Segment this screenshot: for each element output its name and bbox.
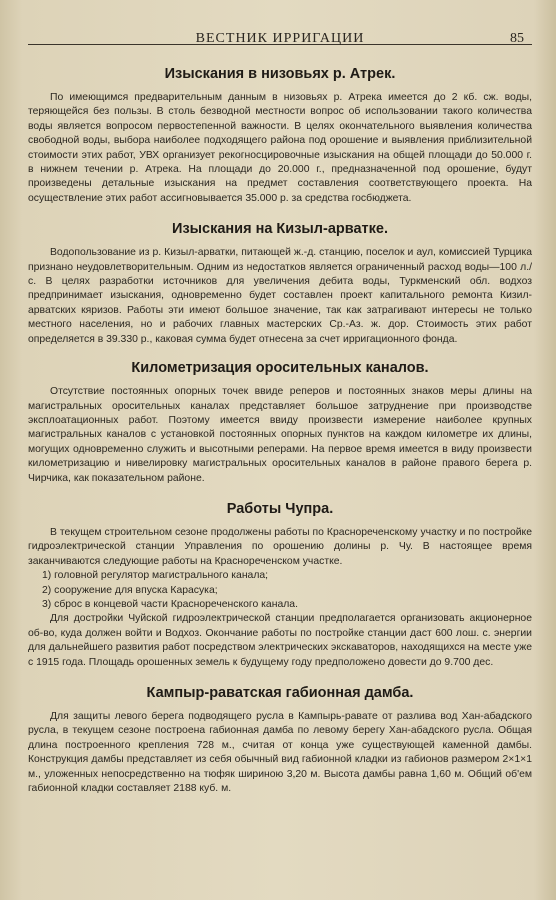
section-kilometrization (28, 359, 532, 486)
section-title: Изыскания на Кизыл-арватке. (172, 221, 388, 238)
section-title: Работы Чупра. (226, 500, 334, 517)
paragraph: Для защиты левого берега подводящего русла в Кампырь-равате от разлива вод Хан-абадского русла, в текущем сезоне построена габионная дамба по левому берегу Хан-абадского русла. Общая длина построенного крепления 728 м., считая от конца уже существующей каменной дамбы. Конструкция дамбы представляет из себя обычный вид габионной кладки из габионов размером 2×1×1 м., уложенных непосредственно на тюфяк шириною 3,20 м. Высота дамбы равна 1,60 м. Общий об'ем габионной кладки составляет 2188 куб. м. (28, 711, 532, 795)
section-title: Кампыр-раватская габионная дамба. (146, 685, 414, 701)
works-list (28, 569, 532, 612)
list-item: 1) головной регулятор магистрального канала; (42, 570, 269, 582)
paragraph: В текущем строительном сезоне продолжены работы по Краснореченскому участку и по постройке гидроэлектрической станции Управления по орошению долины р. Чу. В настоящее время заканчиваются следующие работы на Краснореченском участке. (28, 526, 532, 567)
section-atrek (28, 65, 532, 206)
list-item: 3) сброс в концевой части Краснореченского канала. (42, 598, 298, 610)
paragraph: По имеющимся предварительным данным в низовьях р. Атрека имеется до 2 кб. сж. воды, теряющейся без пользы. В столь безводной местности вопрос об использовании такого количества воды является вопросом первостепенной важности. В целях окончательного выявления количества свободной воды, выбора наиболее подходящего района под орошение и выявления приблизительной стоимости этих работ, УВХ организует рекогносцировочные изыскания на общей площади до 50.000 г. в нижнем течении р. Атрека. На площади до 20.000 г., предназначенной под орошение, будут произведены детальные изыскания на предмет составления соответствующего проекта. На осуществление этих работ ассигновывается 35.000 р. за средства госбюджета. (28, 92, 532, 204)
paragraph: Водопользование из р. Кизыл-арватки, питающей ж.-д. станцию, поселок и аул, комиссией Турцика признано неудовлетворительным. Одним из недостатков является ограниченный расход воды—100 л./с. В целях разработки источников для увеличения дебита воды, Туркменский обл. водхоз предпринимает изыскания, одновременно будет составлен проект капитального ремонта Кизил-арватских кяризов. Работы эти имеют большое значение, так как затрагивают интересы не только местного населения, но и рабочих главных мастерских Ср.-Аз. ж. дор. Стоимость этих работ определяется в 39.330 р., каковая сумма будет отнесена за счет ирригационного фонда. (28, 247, 532, 345)
section-gabion-dam (28, 684, 532, 796)
section-chupra-works (28, 500, 532, 670)
section-title: Километризация оросительных каналов. (131, 360, 429, 377)
section-title: Изыскания в низовьях р. Атрек. (164, 66, 396, 82)
paragraph: Для достройки Чуйской гидроэлектрической станции предполагается организовать акционерное об-во, куда должен войти и Водхоз. Окончание работы по постройке станции даст 600 лош. с. энергии для дальнейшего развития работ посредством электрических экскаваторов, находящихся на месте уже с 1915 года. Площадь орошенных земель к будущему году предположено довести до 9.700 дес. (28, 613, 532, 668)
page-number: 85 (510, 31, 524, 46)
running-title: ВЕСТНИК ИРРИГАЦИИ (195, 31, 365, 46)
page-header (28, 0, 532, 45)
list-item: 2) сооружение для впуска Карасука; (42, 584, 218, 596)
paragraph: Отсутствие постоянных опорных точек ввиде реперов и постоянных знаков меры длины на магистральных оросительных каналах представляет большое затруднение при производстве эксплоатационных работ. Поэтому имеется ввиду произвести измерение наиболее крупных магистральных каналов с установкой постоянных опорных пунктов на каждом километре их длины, могущих одновременно служить и высотными реперами. На первое время имеется в виду произвести километризацию и нивелировку магистральных оросительных каналов в районе правого берега р. Чирчика, как показательном районе. (28, 386, 532, 484)
section-kizyl-arvatka (28, 220, 532, 347)
